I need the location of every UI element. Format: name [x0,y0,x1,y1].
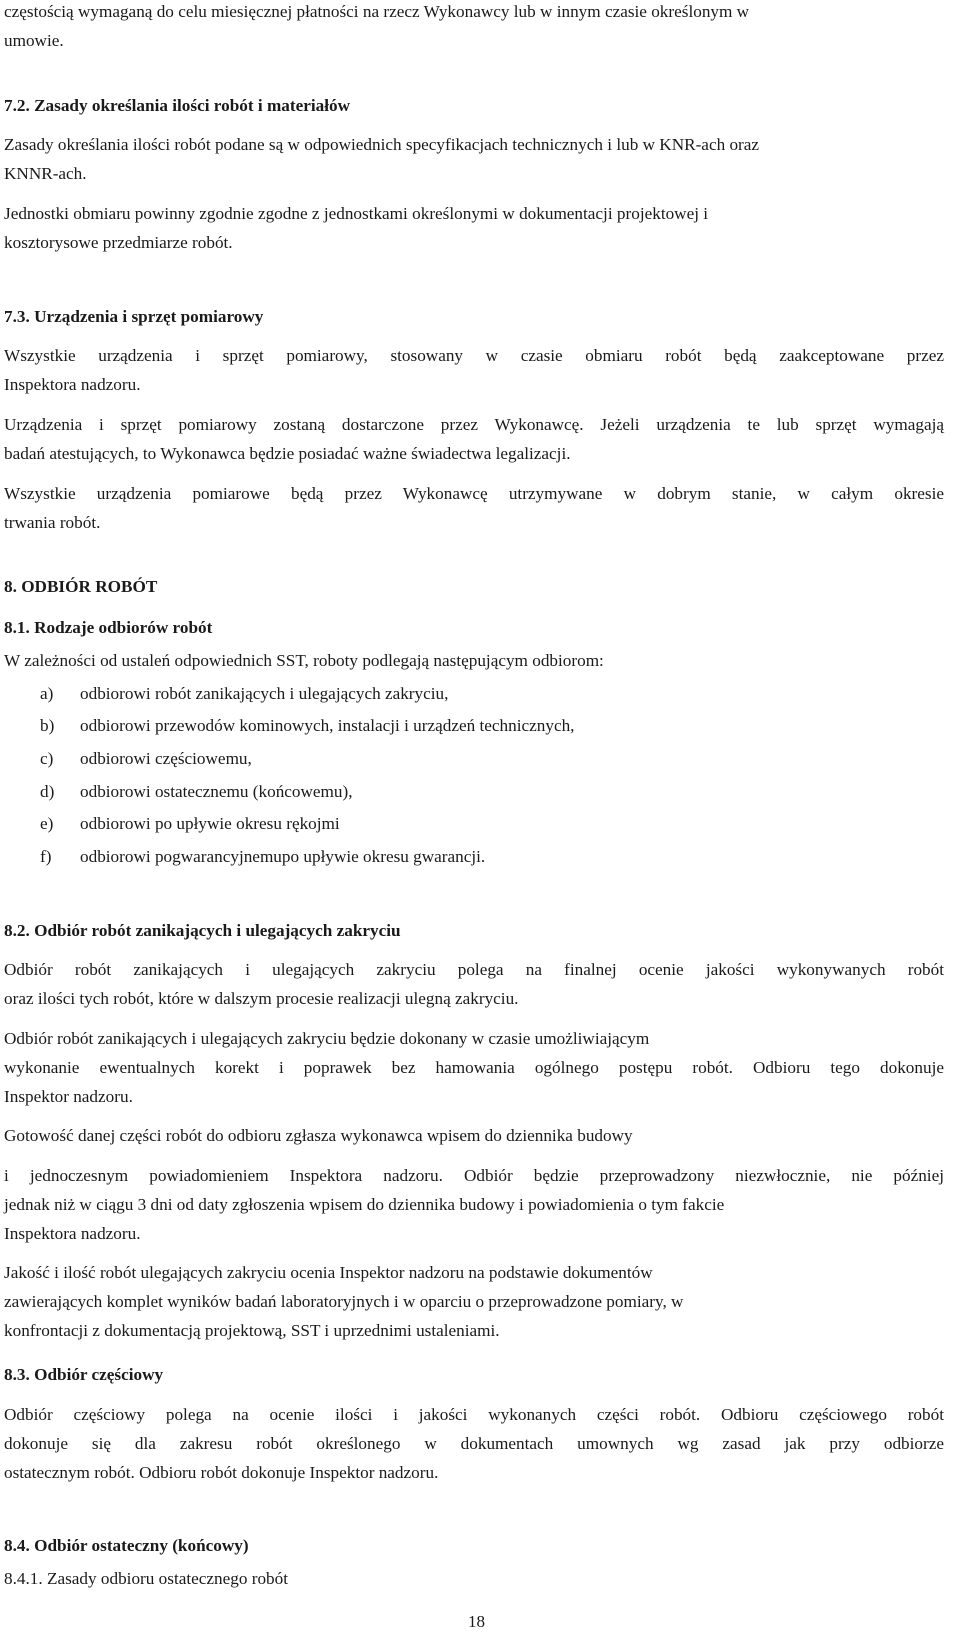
list-item-c: odbiorowi częściowemu, [80,749,252,768]
section-8-2-heading: 8.2. Odbiór robót zanikających i ulegających zakryciu [4,921,401,940]
list-marker-d: d) [40,782,55,801]
section-8-3-para1-line2: dokonuje się dla zakresu robót określonego w dokumentach umownych wg zasad jak przy odbiorze [4,1434,944,1453]
section-7-3-heading: 7.3. Urządzenia i sprzęt pomiarowy [4,307,264,326]
section-7-3-para2-line1: Urządzenia i sprzęt pomiarowy zostaną dostarczone przez Wykonawcę. Jeżeli urządzenia te lub sprzęt wymagają [4,415,944,434]
section-8-2-para4-line2: jednak niż w ciągu 3 dni od daty zgłoszenia wpisem do dziennika budowy i powiadomienia o tym fakcie [4,1195,725,1214]
section-8-2-para4-line3: Inspektora nadzoru. [4,1224,141,1243]
section-8-2-para2-line1: Odbiór robót zanikających i ulegających zakryciu będzie dokonany w czasie umożliwiającym [4,1029,650,1048]
list-item-b: odbiorowi przewodów kominowych, instalacji i urządzeń technicznych, [80,716,575,735]
section-7-3-para1-line2: Inspektora nadzoru. [4,375,141,394]
section-7-2-heading: 7.2. Zasady określania ilości robót i materiałów [4,96,350,115]
section-7-2-para2-line1: Jednostki obmiaru powinny zgodnie zgodne z jednostkami określonymi w dokumentacji projektowej i [4,204,709,223]
list-marker-c: c) [40,749,54,768]
section-8-2-para2-line3: Inspektor nadzoru. [4,1087,133,1106]
list-item-d: odbiorowi ostatecznemu (końcowemu), [80,782,353,801]
section-7-2-para1-line2: KNNR-ach. [4,164,87,183]
list-item-a: odbiorowi robót zanikających i ulegających zakryciu, [80,684,449,703]
list-item-f: odbiorowi pogwarancyjnemupo upływie okresu gwarancji. [80,847,486,866]
section-7-3-para2-line2: badań atestujących, to Wykonawca będzie posiadać ważne świadectwa legalizacji. [4,444,571,463]
section-8-2-para5-line2: zawierających komplet wyników badań laboratoryjnych i w oparciu o przeprowadzone pomiary, w [4,1292,684,1311]
section-8-2-para5-line1: Jakość i ilość robót ulegających zakryciu ocenia Inspektor nadzoru na podstawie dokumentów [4,1263,653,1282]
page-number: 18 [468,1612,485,1631]
section-8-heading: 8. ODBIÓR ROBÓT [4,577,158,596]
section-8-2-para4-line1: i jednoczesnym powiadomieniem Inspektora nadzoru. Odbiór będzie przeprowadzony niezwłocznie, nie później [4,1166,944,1185]
list-marker-f: f) [40,847,52,866]
section-7-3-para3-line1: Wszystkie urządzenia pomiarowe będą przez Wykonawcę utrzymywane w dobrym stanie, w całym okresie [4,484,944,503]
section-7-3-para3-line2: trwania robót. [4,513,101,532]
section-8-4-heading: 8.4. Odbiór ostateczny (końcowy) [4,1536,249,1555]
section-8-3-para1-line1: Odbiór częściowy polega na ocenie ilości i jakości wykonanych części robót. Odbioru częściowego robót [4,1405,944,1424]
section-7-2-para2-line2: kosztorysowe przedmiarze robót. [4,233,233,252]
section-8-2-para2-line2: wykonanie ewentualnych korekt i poprawek bez hamowania ogólnego postępu robót. Odbioru tego dokonuje [4,1058,944,1077]
list-marker-b: b) [40,716,55,735]
section-8-2-para1-line2: oraz ilości tych robót, które w dalszym procesie realizacji ulegną zakryciu. [4,989,519,1008]
list-marker-e: e) [40,814,54,833]
section-8-3-heading: 8.3. Odbiór częściowy [4,1365,164,1384]
section-8-3-para1-line3: ostatecznym robót. Odbioru robót dokonuje Inspektor nadzoru. [4,1463,439,1482]
section-8-2-para1-line1: Odbiór robót zanikających i ulegających zakryciu polega na finalnej ocenie jakości wykonywanych robót [4,960,944,979]
list-marker-a: a) [40,684,54,703]
section-8-2-para5-line3: konfrontacji z dokumentacją projektową, SST i uprzednimi ustaleniami. [4,1321,500,1340]
section-7-2-para1-line1: Zasady określania ilości robót podane są w odpowiednich specyfikacjach technicznych i lub w KNR-ach oraz [4,135,760,154]
section-8-1-intro: W zależności od ustaleń odpowiednich SST, roboty podlegają następującym odbiorom: [4,651,604,670]
intro-line-2: umowie. [4,31,64,50]
section-8-1-heading: 8.1. Rodzaje odbiorów robót [4,618,213,637]
section-8-2-para3-line1: Gotowość danej części robót do odbioru zgłasza wykonawca wpisem do dziennika budowy [4,1126,633,1145]
list-item-e: odbiorowi po upływie okresu rękojmi [80,814,340,833]
section-7-3-para1-line1: Wszystkie urządzenia i sprzęt pomiarowy, stosowany w czasie obmiaru robót będą zaakceptowane przez [4,346,944,365]
intro-line-1: częstością wymaganą do celu miesięcznej płatności na rzecz Wykonawcy lub w innym czasie określonym w [4,2,750,21]
section-8-4-1-subheading: 8.4.1. Zasady odbioru ostatecznego robót [4,1569,288,1588]
